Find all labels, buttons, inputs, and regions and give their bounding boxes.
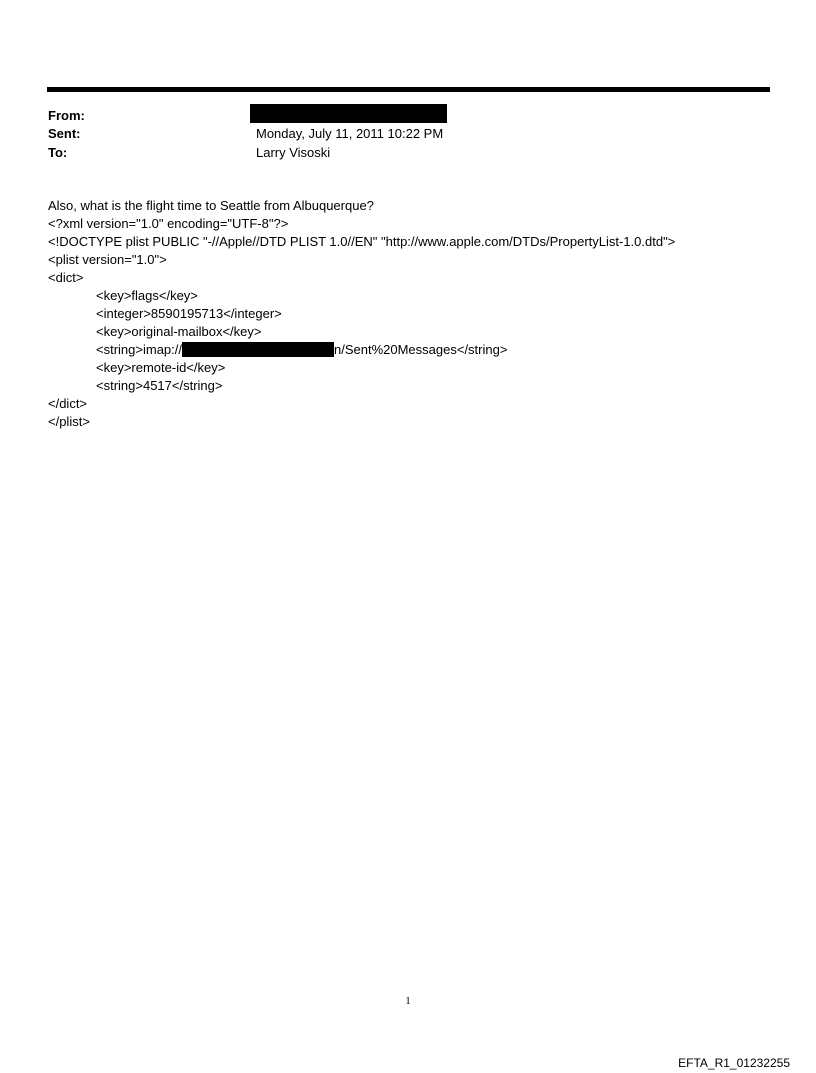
imap-redaction	[182, 342, 334, 357]
header-rule	[47, 87, 770, 92]
dict-open: <dict>	[48, 270, 84, 285]
key-original-mailbox: <key>original-mailbox</key>	[96, 324, 262, 339]
key-flags: <key>flags</key>	[96, 288, 198, 303]
doctype-line: <!DOCTYPE plist PUBLIC "-//Apple//DTD PLIST 1.0//EN" "http://www.apple.com/DTDs/PropertyList-1.0.dtd">	[48, 234, 676, 249]
dict-close: </dict>	[48, 396, 88, 411]
message-line: Also, what is the flight time to Seattle from Albuquerque?	[48, 198, 374, 213]
document-id: EFTA_R1_01232255	[678, 1056, 790, 1070]
xml-declaration: <?xml version="1.0" encoding="UTF-8"?>	[48, 216, 289, 231]
plist-open: <plist version="1.0">	[48, 252, 167, 267]
page-number: 1	[405, 995, 411, 1007]
to-value: Larry Visoski	[256, 145, 331, 160]
imap-prefix: <string>imap://	[96, 342, 182, 357]
from-label: From:	[48, 108, 85, 123]
to-label: To:	[48, 145, 68, 160]
sent-label: Sent:	[48, 126, 81, 141]
string-imap	[96, 341, 507, 359]
string-remote-id: <string>4517</string>	[96, 378, 223, 393]
sent-value: Monday, July 11, 2011 10:22 PM	[256, 126, 444, 141]
from-redaction	[250, 104, 447, 123]
key-remote-id: <key>remote-id</key>	[96, 360, 226, 375]
plist-close: </plist>	[48, 414, 90, 429]
imap-suffix: n/Sent%20Messages</string>	[334, 342, 508, 357]
integer-flags: <integer>8590195713</integer>	[96, 306, 282, 321]
